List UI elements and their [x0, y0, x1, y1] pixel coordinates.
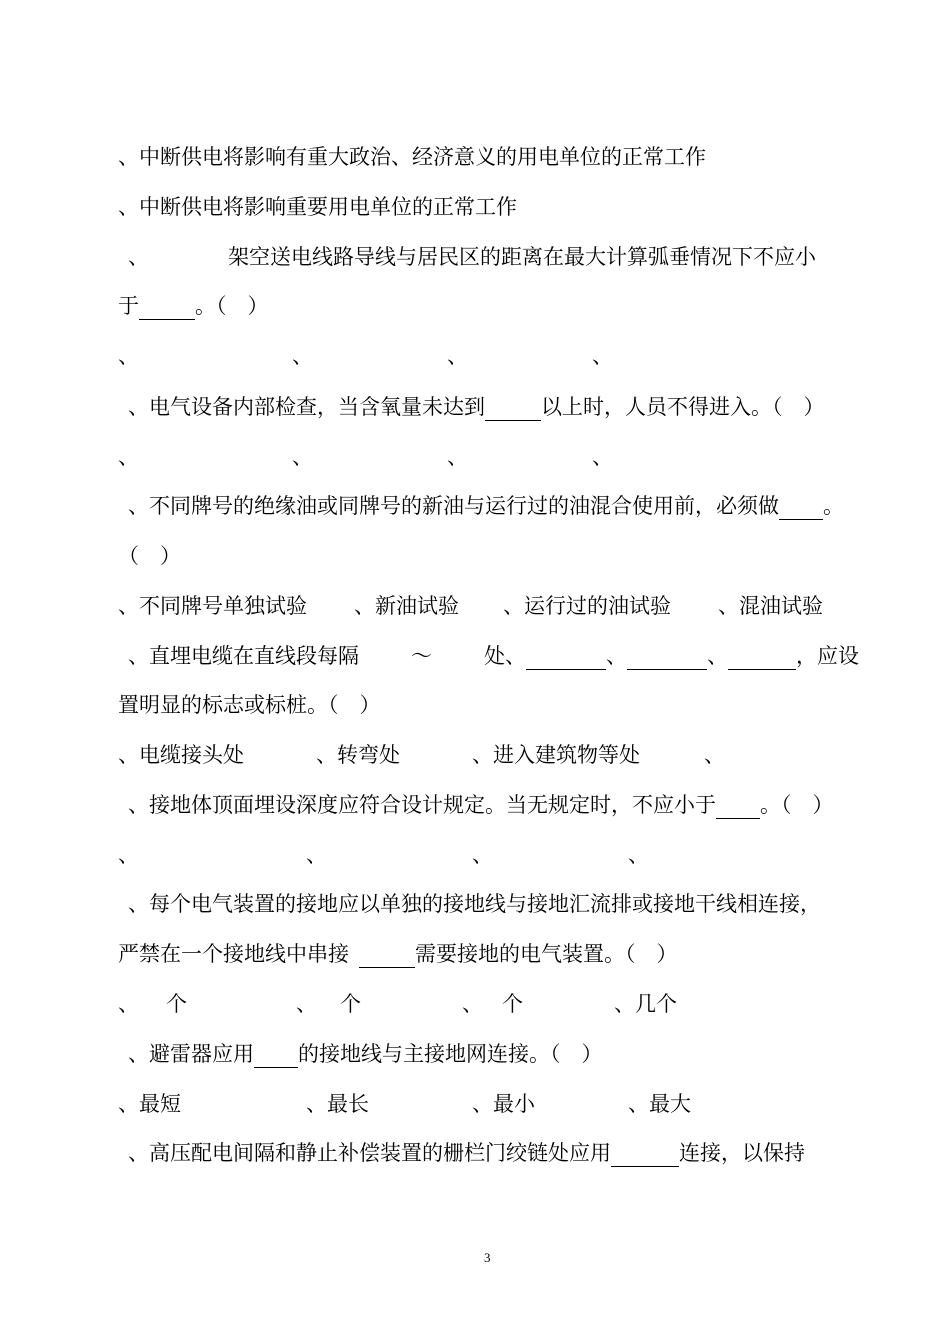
page-number: 3 [484, 1250, 491, 1265]
answer-blank[interactable] [359, 945, 415, 968]
answer-blank[interactable] [139, 297, 195, 320]
range-sep: ～ [411, 644, 432, 668]
option-b-value: 个 [340, 992, 361, 1016]
option-d: 、 [592, 445, 613, 469]
answer-blank[interactable] [254, 1045, 298, 1068]
option-line: 、中断供电将影响重要用电单位的正常工作 [118, 195, 517, 219]
option-b: 、新油试验 [354, 594, 459, 618]
option-d: 、几个 [614, 992, 677, 1016]
option-b: 、最长 [306, 1092, 369, 1116]
option-a-value: 个 [166, 992, 187, 1016]
option-c-value: 个 [502, 992, 523, 1016]
option-c: 、 [472, 843, 493, 867]
question-text: 严禁在一个接地线中串接 需要接地的电气装置。（ ） [118, 942, 678, 966]
question-text: 置明显的标志或标桩。（ ） [118, 693, 381, 717]
answer-blank[interactable] [485, 398, 541, 421]
question-text: 于 。（ ） [118, 294, 269, 318]
answer-blank[interactable] [716, 796, 760, 819]
option-c: 、运行过的油试验 [503, 594, 671, 618]
option-b: 、 [292, 344, 313, 368]
option-d: 、最大 [628, 1092, 691, 1116]
option-d: 、 [704, 743, 725, 767]
question-text: 、每个电气装置的接地应以单独的接地线与接地汇流排或接地干线相连接， [128, 892, 821, 916]
question-text: 、直埋电缆在直线段每隔 [128, 644, 359, 668]
option-a: 、电缆接头处 [118, 743, 244, 767]
option-line: 、中断供电将影响有重大政治、经济意义的用电单位的正常工作 [118, 145, 706, 169]
option-b: 、 [306, 843, 327, 867]
option-a: 、 [118, 992, 139, 1016]
question-text [128, 243, 149, 271]
option-b: 、 [292, 445, 313, 469]
option-b: 、 [296, 992, 317, 1016]
question-text: 、接地体顶面埋设深度应符合设计规定。当无规定时，不应小于 。（ ） [128, 793, 834, 817]
question-text: 、高压配电间隔和静止补偿装置的栅栏门绞链处应用 连接，以保持 [128, 1141, 805, 1165]
question-number-sep: 、 [128, 245, 149, 269]
answer-blank[interactable] [779, 497, 823, 520]
answer-blank[interactable] [526, 647, 606, 670]
option-d: 、 [628, 843, 649, 867]
option-a: 、 [118, 445, 139, 469]
option-c: 、 [447, 445, 468, 469]
option-a: 、 [118, 344, 139, 368]
option-b: 、转弯处 [316, 743, 400, 767]
option-a: 、不同牌号单独试验 [118, 594, 307, 618]
question-text: 架空送电线路导线与居民区的距离在最大计算弧垂情况下不应小 [228, 245, 816, 269]
option-d: 、混油试验 [718, 594, 823, 618]
option-c: 、进入建筑物等处 [472, 743, 640, 767]
question-text: 、避雷器应用 的接地线与主接地网连接。（ ） [128, 1042, 603, 1066]
question-paren: （ ） [118, 544, 181, 568]
answer-blank[interactable] [611, 1144, 679, 1167]
option-d: 、 [592, 344, 613, 368]
option-c: 、最小 [472, 1092, 535, 1116]
option-c: 、 [447, 344, 468, 368]
answer-blank[interactable] [728, 647, 796, 670]
question-text: 处、 、 、 ，应设 [484, 644, 859, 668]
question-text: 、不同牌号的绝缘油或同牌号的新油与运行过的油混合使用前，必须做 。 [128, 494, 844, 518]
answer-blank[interactable] [627, 647, 707, 670]
question-text: 、电气设备内部检查，当含氧量未达到 以上时，人员不得进入。（ ） [128, 395, 825, 419]
option-a: 、 [118, 843, 139, 867]
option-a: 、最短 [118, 1092, 181, 1116]
option-c: 、 [462, 992, 483, 1016]
